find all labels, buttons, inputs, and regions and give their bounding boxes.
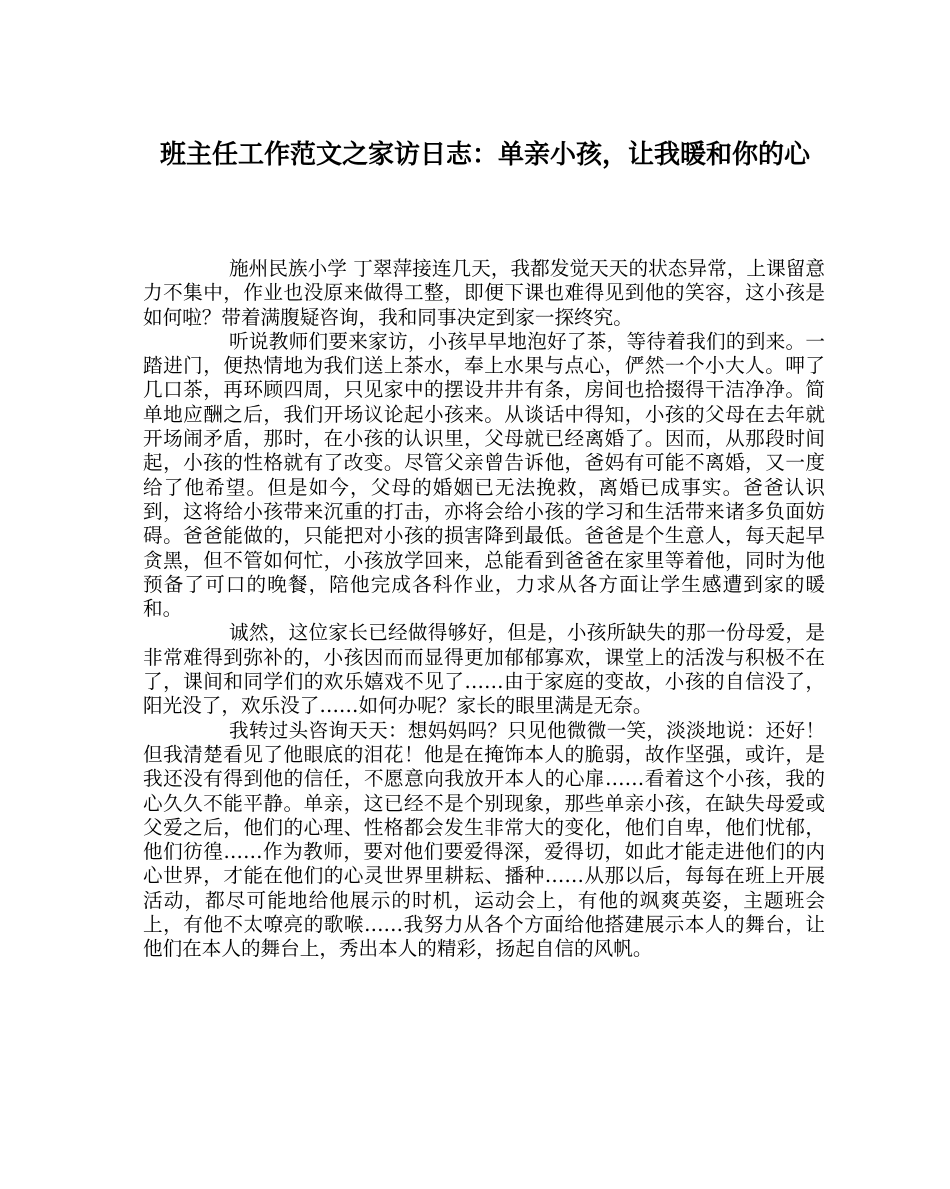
document-body xyxy=(143,257,825,962)
paragraph-4: 我转过头咨询天天：想妈妈吗？只见他微微一笑，淡淡地说：还好！但我清楚看见了他眼底的泪花！他是在掩饰本人的脆弱，故作坚强，或许，是我还没有得到他的信任，不愿意向我放开本人的心扉……看着这个小孩，我的心久久不能平静。单亲，这已经不是个别现象，那些单亲小孩，在缺失母爱或父爱之后，他们的心理、性格都会发生非常大的变化，他们自卑，他们忧郁，他们彷徨……作为教师，要对他们要爱得深，爱得切，如此才能走进他们的内心世界，才能在他们的心灵世界里耕耘、播种……从那以后，每每在班上开展活动，都尽可能地给他展示的时机，运动会上，有他的飒爽英姿，主题班会上，有他不太嘹亮的歌喉……我努力从各个方面给他搭建展示本人的舞台，让他们在本人的舞台上，秀出本人的精彩，扬起自信的风帆。 xyxy=(143,718,825,961)
document-title: 班主任工作范文之家访日志：单亲小孩，让我暖和你的心 xyxy=(159,140,810,170)
paragraph-1: 施州民族小学 丁翠萍接连几天，我都发觉天天的状态异常，上课留意力不集中，作业也没原来做得工整，即便下课也难得见到他的笑容，这小孩是如何啦？带着满腹疑咨询，我和同事决定到家一探终究。 xyxy=(143,257,825,329)
paragraph-2: 听说教师们要来家访，小孩早早地泡好了茶，等待着我们的到来。一踏进门，便热情地为我们送上茶水，奉上水果与点心，俨然一个小大人。呷了几口茶，再环顾四周，只见家中的摆设井井有条，房间也拾掇得干洁净净。简单地应酬之后，我们开场议论起小孩来。从谈话中得知，小孩的父母在去年就开场闹矛盾，那时，在小孩的认识里，父母就已经离婚了。因而，从那段时间起，小孩的性格就有了改变。尽管父亲曾告诉他，爸妈有可能不离婚，又一度给了他希望。但是如今，父母的婚姻已无法挽救，离婚已成事实。爸爸认识到，这将给小孩带来沉重的打击，亦将会给小孩的学习和生活带来诸多负面妨碍。爸爸能做的，只能把对小孩的损害降到最低。爸爸是个生意人，每天起早贪黑，但不管如何忙，小孩放学回来，总能看到爸爸在家里等着他，同时为他预备了可口的晚餐，陪他完成各科作业，力求从各方面让学生感遭到家的暖和。 xyxy=(143,329,825,621)
paragraph-3: 诚然，这位家长已经做得够好，但是，小孩所缺失的那一份母爱，是非常难得到弥补的，小孩因而而显得更加郁郁寡欢，课堂上的活泼与积极不在了，课间和同学们的欢乐嬉戏不见了……由于家庭的变故，小孩的自信没了，阳光没了，欢乐没了……如何办呢？家长的眼里满是无奈。 xyxy=(143,621,825,718)
